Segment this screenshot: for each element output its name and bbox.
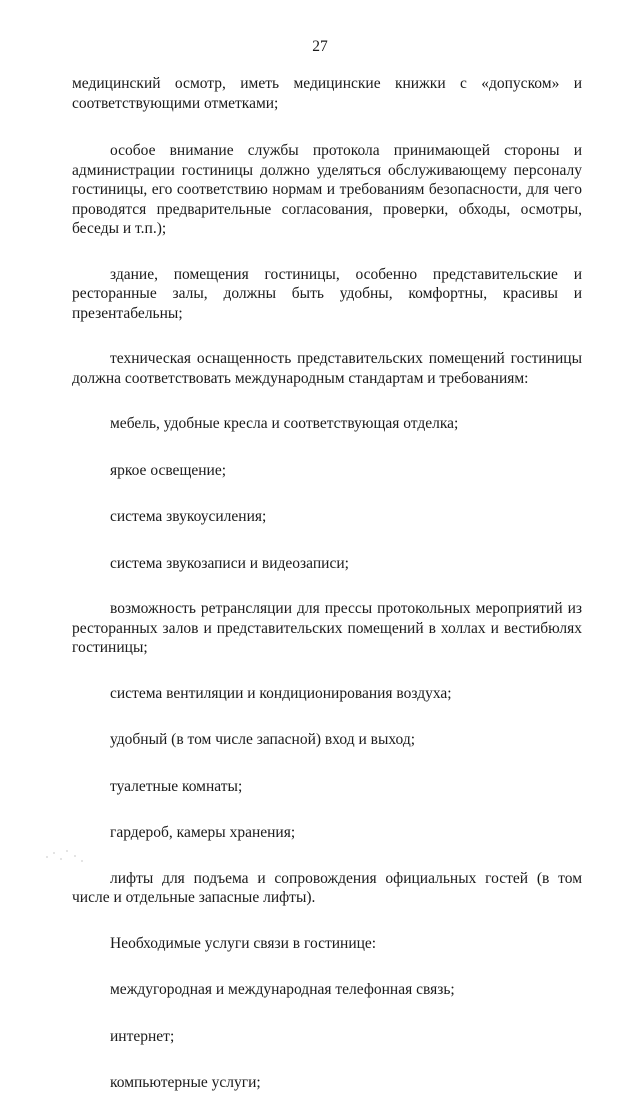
- list-item-furniture: мебель, удобные кресла и соответствующая отделка;: [110, 415, 459, 432]
- list-item-cloakroom: гардероб, камеры хранения;: [110, 824, 296, 841]
- list-item-internet: интернет;: [110, 1027, 175, 1045]
- list-item-lighting: яркое освещение;: [110, 461, 227, 479]
- paragraph-staff-attention: особое внимание службы протокола принимающей стороны и администрации гостиницы должно уделяться обслуживающему персоналу гостиницы, его соответствию нормам и требованиям безопасности, для чего проводятся предварительные согласования, проверки, обходы, осмотры, беседы и т.п.);: [72, 142, 582, 237]
- list-item-ventilation: система вентиляции и кондиционирования воздуха;: [110, 684, 452, 702]
- paragraph-technical-equipment: техническая оснащенность представительских помещений гостиницы должна соответствовать международным стандартам и требованиям:: [72, 350, 582, 387]
- page-number: 27: [312, 38, 328, 55]
- list-item-entrance: удобный (в том числе запасной) вход и выход;: [110, 731, 416, 748]
- list-item-computer-services: компьютерные услуги;: [110, 1074, 261, 1091]
- list-item-recording: система звукозаписи и видеозаписи;: [110, 554, 349, 572]
- paragraph-communication-services: Необходимые услуги связи в гостинице:: [110, 934, 377, 952]
- list-item-restrooms: туалетные комнаты;: [110, 777, 243, 795]
- list-item-telephone: междугородная и международная телефонная связь;: [110, 981, 455, 998]
- paragraph-hotel-building: здание, помещения гостиницы, особенно представительские и ресторанные залы, должны быть удобны, комфортны, красивы и презентабельны;: [72, 265, 582, 322]
- document-body: [72, 74, 582, 1093]
- list-item-sound-amplification: система звукоусиления;: [110, 508, 267, 525]
- list-item-retransmission: возможность ретрансляции для прессы протокольных мероприятий из ресторанных залов и представительских помещений в холлах и вестибюлях гостиницы;: [72, 600, 582, 656]
- scan-artifact: [44, 848, 86, 864]
- list-item-elevators: лифты для подъема и сопровождения официальных гостей (в том числе и отдельные запасные лифты).: [72, 869, 582, 906]
- paragraph-medical-exam: медицинский осмотр, иметь медицинские книжки с «допуском» и соответствующими отметками;: [72, 75, 582, 112]
